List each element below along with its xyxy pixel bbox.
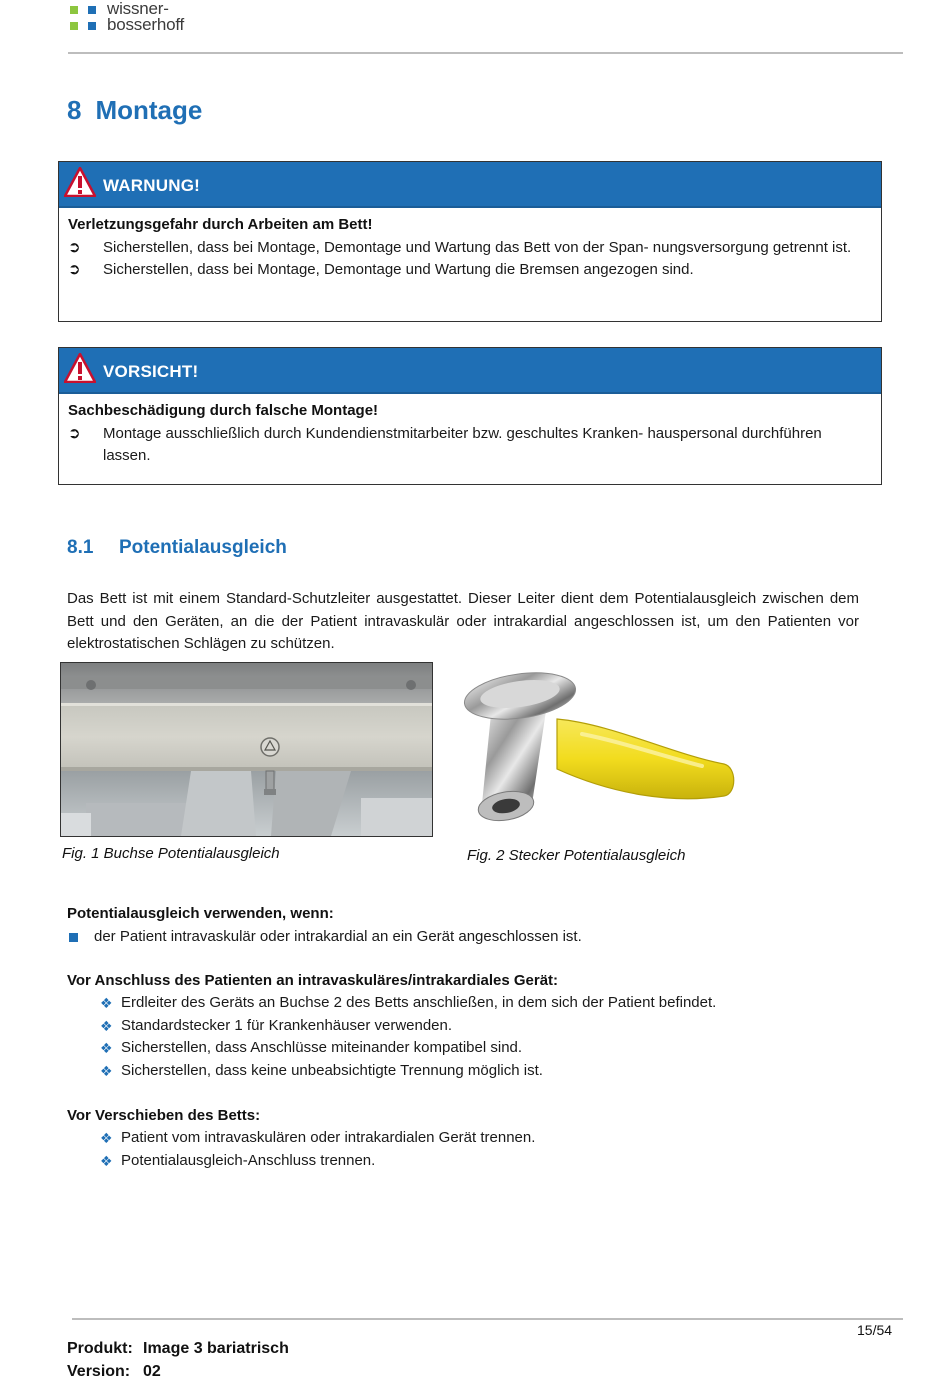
before-connect-list xyxy=(100,992,716,1082)
warning-title: Verletzungsgefahr durch Arbeiten am Bett! xyxy=(68,216,373,233)
list-item: ❖ Standardstecker 1 für Krankenhäuser verwenden. xyxy=(100,1015,716,1038)
logo-square-green-2 xyxy=(70,22,78,30)
list-item: ❖ Sicherstellen, dass keine unbeabsichtigte Trennung möglich ist. xyxy=(100,1060,716,1083)
chapter-number: 8 xyxy=(67,95,82,125)
section-paragraph: Das Bett ist mit einem Standard-Schutzleiter ausgestattet. Dieser Leiter dient dem Potentialausgleich zwischen dem Bett und den Geräten, an die der Patient intravaskulär oder intrakardial angeschlossen ist, um den Patienten vor elektrostatischen Schlägen zu schützen. xyxy=(67,590,859,652)
section-title: Potentialausgleich xyxy=(119,537,287,558)
logo-square-blue-2 xyxy=(88,22,96,30)
footer-version xyxy=(67,1363,161,1381)
footer-product xyxy=(67,1340,289,1358)
warning-triangle-icon xyxy=(64,353,96,383)
before-move-list xyxy=(100,1127,535,1172)
caution-title: Sachbeschädigung durch falsche Montage! xyxy=(68,402,379,419)
warning-box-header xyxy=(59,162,881,208)
caution-item-text: Montage ausschließlich durch Kundendienstmitarbeiter bzw. geschultes Kranken- hauspersonal durchführen lassen. xyxy=(103,424,822,464)
chapter-heading xyxy=(67,95,202,126)
caution-box xyxy=(58,347,882,485)
chapter-title: Montage xyxy=(95,95,203,125)
list-item: ❖ Patient vom intravaskulären oder intrakardialen Gerät trennen. xyxy=(100,1127,535,1150)
square-bullet-icon xyxy=(69,933,78,942)
caution-item xyxy=(68,423,871,468)
arrow-right-icon: ➲ xyxy=(68,424,81,442)
arrow-right-icon: ➲ xyxy=(68,261,81,278)
use-when-item-text: der Patient intravaskulär oder intrakardial an ein Gerät angeschlossen ist. xyxy=(94,928,582,945)
list-item: ❖ Potentialausgleich-Anschluss trennen. xyxy=(100,1150,535,1173)
section-number: 8.1 xyxy=(67,537,94,558)
figure-1-socket-photo xyxy=(60,662,433,837)
diamond-bullet-icon: ❖ xyxy=(100,995,113,1011)
logo-text-line1: wissner- xyxy=(107,0,169,18)
page-number: 15/54 xyxy=(857,1322,893,1338)
list-item: ❖ Erdleiter des Geräts an Buchse 2 des Betts anschließen, in dem sich der Patient befindet. xyxy=(100,992,716,1015)
before-move-title: Vor Verschieben des Betts: xyxy=(67,1107,261,1124)
use-when-title: Potentialausgleich verwenden, wenn: xyxy=(67,905,334,922)
diamond-bullet-icon: ❖ xyxy=(100,1062,113,1079)
diamond-bullet-icon: ❖ xyxy=(100,1130,113,1146)
list-item: ❖ Sicherstellen, dass Anschlüsse miteinander kompatibel sind. xyxy=(100,1037,716,1060)
figure-2-plug-photo xyxy=(462,664,752,836)
logo-text-line2: bosserhoff xyxy=(107,15,185,34)
figure-1-caption: Fig. 1 Buchse Potentialausgleich xyxy=(62,845,280,862)
product-label: Produkt: xyxy=(67,1340,133,1357)
version-label: Version: xyxy=(67,1363,131,1380)
warning-item-text: Sicherstellen, dass bei Montage, Demontage und Wartung die Bremsen angezogen sind. xyxy=(103,261,694,278)
logo-square-blue-1 xyxy=(88,6,96,14)
diamond-bullet-icon: ❖ xyxy=(100,1152,113,1169)
header-divider xyxy=(68,52,903,54)
product-value: Image 3 bariatrisch xyxy=(143,1340,289,1357)
logo-square-green-1 xyxy=(70,6,78,14)
section-heading xyxy=(67,537,287,559)
caution-box-body xyxy=(59,394,881,482)
warning-box-body xyxy=(59,208,881,296)
before-connect-title: Vor Anschluss des Patienten an intravaskuläres/intrakardiales Gerät: xyxy=(67,972,559,989)
caution-label: VORSICHT! xyxy=(103,362,199,381)
diamond-bullet-icon: ❖ xyxy=(100,1040,113,1056)
diamond-bullet-icon: ❖ xyxy=(100,1017,113,1034)
figure-2-caption: Fig. 2 Stecker Potentialausgleich xyxy=(467,847,686,864)
warning-label: WARNUNG! xyxy=(103,176,200,195)
warning-box xyxy=(58,161,882,322)
footer-divider xyxy=(72,1318,903,1320)
caution-box-header xyxy=(59,348,881,394)
warning-triangle-icon xyxy=(64,167,96,197)
warning-item-text: Sicherstellen, dass bei Montage, Demontage und Wartung das Bett von der Span- nungsversorgung getrennt ist. xyxy=(103,238,852,256)
arrow-right-icon: ➲ xyxy=(68,238,81,256)
version-value: 02 xyxy=(143,1363,161,1380)
warning-item xyxy=(68,259,871,282)
warning-item xyxy=(68,237,871,260)
